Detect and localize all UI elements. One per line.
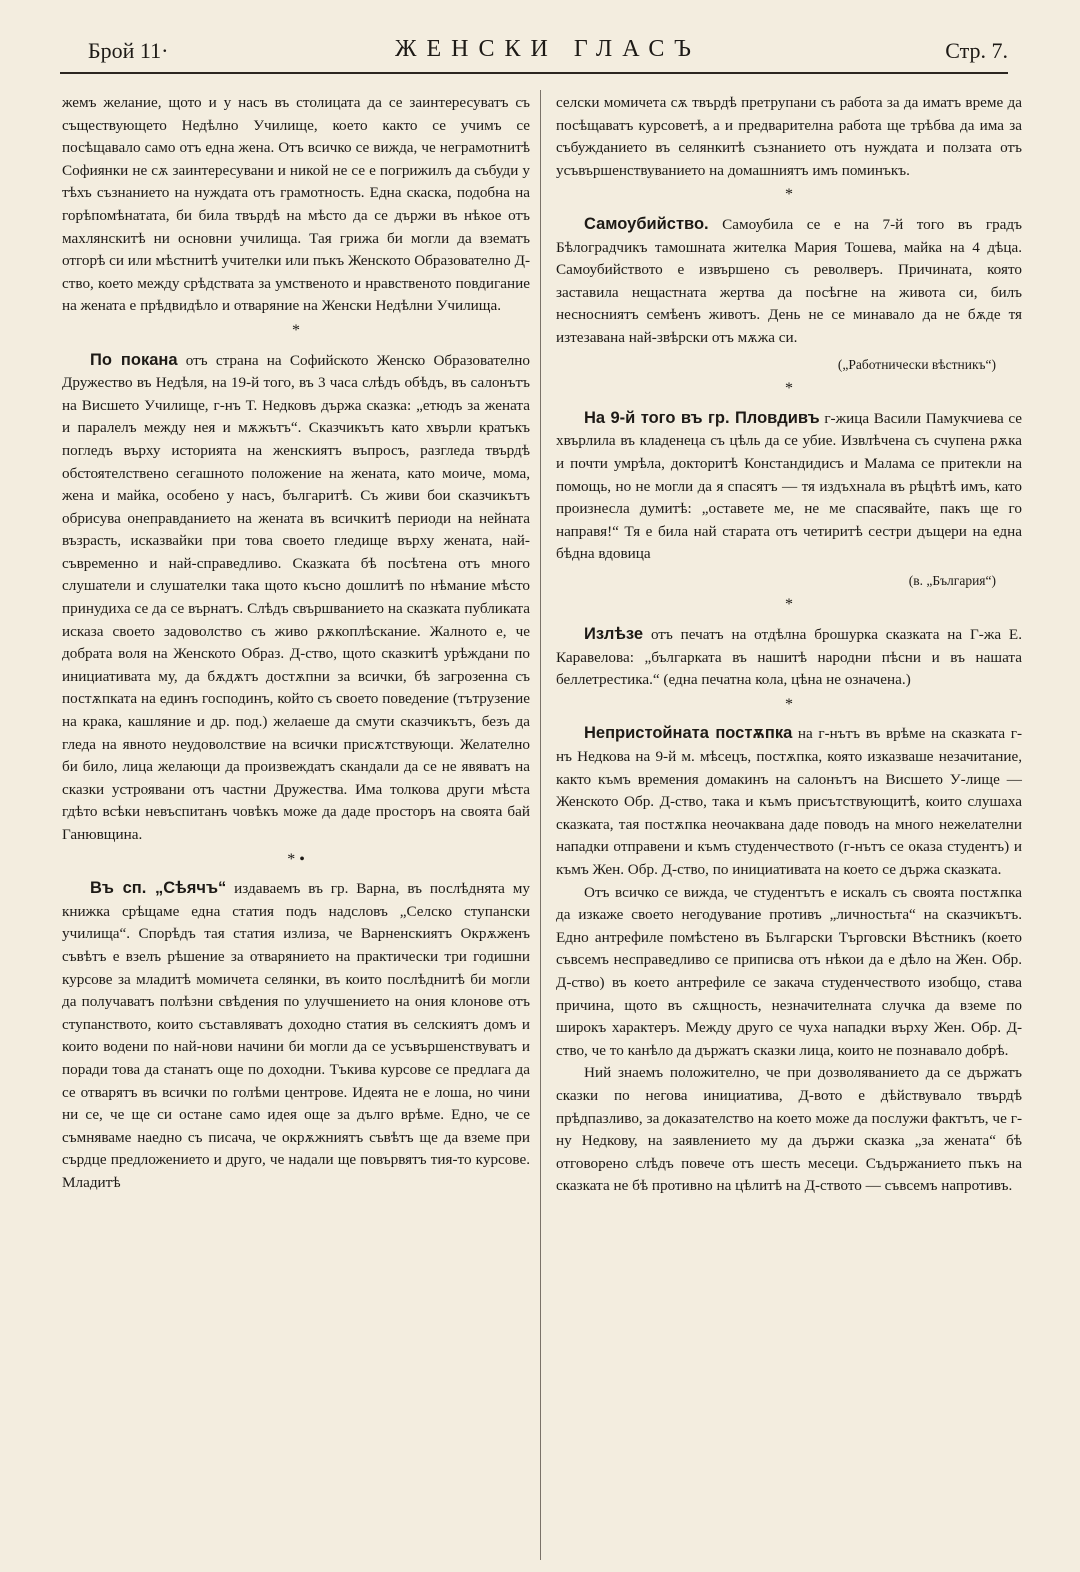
- article-continuation: жемъ желание, щото и у насъ въ столицата да се заинтересуватъ съ съществующето Недѣлно Училище, което както се учимъ се посѣщавало само отъ една жена. Отъ всичко се вижда, че неграмотнитѣ Софиянки не сѫ заинтересувани и никой не се е погрижилъ да събуди у тѣхъ съзнанието на нуждата отъ грамотность. Една скаска, подобна на горѣпомѣнатата, би била твърдѣ на мѣсто да се държи въ нѣкое отъ махлянскитѣ ни основни училища. Тая грижа би могли да взематъ отгорѣ си или мѣстнитѣ учителки или пъкъ Женското Образователно Д-ство, което между срѣдствата за умственото и нравственото повдигание на жената е прѣдвидѣло и отваряние на Женски Недѣлни Училища.: [62, 94, 530, 315]
- separator-star: *: [785, 596, 793, 614]
- separator-star: * •: [287, 850, 305, 868]
- article-body: г-жица Васили Памукчиева се хвърлила въ кладенеца съ цѣль да се убие. Извлѣчена съ счупена рѫка и почти умрѣла, докторитѣ Констандидисъ и Малама се притекли на помощь, но не могли да я спасятъ — тя издъхнала въ рѣцѣтѣ имъ, като произнесла думитѣ: „оставете ме, не ме спасявайте, пакъ ще го направя!“ Тя е била най старата отъ четиритѣ сестри дъщери на една бѣдна вдовица: [556, 409, 1023, 563]
- article-suicide: [556, 213, 1022, 350]
- article-body: издаваемъ въ гр. Варна, въ послѣднята му книжка срѣщаме една статия подъ надсловъ „Селско ступански училища“. Спорѣдъ тая статия излиза, че Варненскиятъ Окрѫженъ съвѣтъ е взелъ рѣшение за отварянието на практически три годишни курсове за младитѣ момичета селянки, въ които послѣднитѣ би могли да получаватъ полѣзни свѣдения по улучшението на ония клонове отъ ступанството, които съставляватъ доходно статия въ селскиятъ домъ и които водени по най-нови начини би могли да се усъвършенствуватъ и поради това да станатъ още по доходни. Тъкива курсове се предлага да се отварятъ въ всички по голѣми центрове. Идеята не е лоша, но чини ни се, че ще си остане само идея още за дълго врѣме. Едно, че се съмняваме наедно съ писача, че окрѫжниятъ съвѣтъ ще да вземе при сърдце предложението и друго, че надали ще повървятъ тия-то курсове. Младитѣ: [62, 880, 531, 1191]
- article-body: отъ страна на Софийското Женско Образователно Дружество въ Недѣля, на 19-й того, въ 3 часа слѣдъ обѣдъ, въ салонътъ на Висшето Училище, г-нъ Т. Недковъ държа сказка: „етюдъ за жената и паралелъ между нея и мѫжътъ“. Сказчикътъ като хвърли кратъкъ погледъ върху историята на женскиятъ въпросъ, разгледа твърдѣ обстоятелствено сегашното положение на жената, като моиче, мома, жена и майка, особено у насъ, българитѣ. Съ живи бои сказчикътъ обрисува онеправданието на жената въ всичкитѣ периоди на нейната възрасть, исказвайки при това своето гледище върху жената, най-съвременно и най-справедливо. Сказката бѣ посѣтена отъ много слушатели и слушателки така щото късно дошлитѣ по нѣмание мѣсто принудиха се да се върнатъ. Слѣдъ свършванието на сказката публиката исказа своето задоволство съ живо рѫкоплѣскание. Жалното е, че добрата воля на Женското Образ. Д-ство, щото сказкитѣ урѣждани по инициативата му, да бѫдѫтъ достѫпни за всички, бѣ загрозенна съ постѫпката на единъ господинъ, който съ своето поведение (тътрузение на крака, кашляние и др. под.) желаеше да смути сказчикътъ, безъ да гледа на явното неудоволствие на всички присѫтствующи. Желателно би било, лица желающи да произвеждатъ скандали да се не явяватъ на сказки устроявани отъ частни Дружества. Има толкова други мѣста гдѣто всѣки невъспитанъ човѣкъ може да даде просторъ на своята бай Ганювщина.: [62, 351, 530, 843]
- issue-number: Брой 11·: [88, 38, 169, 63]
- article-lecture: [62, 349, 530, 847]
- separator-star: *: [292, 321, 300, 339]
- left-column: [62, 92, 530, 1195]
- separator-star: *: [785, 186, 793, 204]
- masthead-title: ЖЕНСКИ ГЛАСЪ: [395, 36, 701, 62]
- separator-star: *: [785, 695, 793, 713]
- source-credit: (в. „България“): [908, 572, 996, 588]
- article-body: на г-нътъ въ врѣме на сказката г-нъ Недкова на 9-й м. мѣсецъ, постѫпка, която изказваше незачитание, както къмъ времения домакинъ на салонътъ на Висшето У-лище — Женското Обр. Д-ство, така и къмъ присътствующитѣ, които слушаха сказката, тая постѫпка неочаквана даде поводъ на много нежелателни нападки отправени и къмъ студенчеството (г-нътъ се оказа студентъ) и къмъ Жен. Обр. Д-ство, по инициативата на което се държа сказката.: [556, 725, 1023, 878]
- separator-star: *: [785, 380, 793, 398]
- right-column: [556, 92, 1022, 1198]
- article-brochure: [556, 623, 1022, 692]
- article-heading: Непристойната постѫпка: [584, 724, 793, 743]
- article-plovdiv: [556, 407, 1022, 566]
- article-heading: На 9-й того въ гр. Пловдивъ: [584, 408, 820, 427]
- page-number: Стр. 7.: [945, 38, 1008, 63]
- article-heading: Излѣзе: [584, 625, 644, 644]
- source-credit: („Работнически вѣстникъ“): [837, 356, 996, 372]
- page-header: [88, 34, 1008, 70]
- column-divider: [540, 90, 541, 1560]
- article-body: Самоубила се е на 7-й того въ градъ Бѣлоградчикъ тамошната жителка Мария Тошева, майка на 4 дѣца. Самоубийството е извършено съ револверъ. Причината, която заставила нещастната жертва да посѣгне на живота си, билъ несносниятъ семѣенъ животъ. День не се минавало да не бѫде тя изтезавана най-звѣрски отъ мѫжа си.: [556, 215, 1023, 346]
- header-rule: [60, 72, 1008, 74]
- article-paragraph: Ний знаемъ положително, че при дозволяванието да се държатъ сказки по негова инициатива, Д-вото е дѣйствувало твърдѣ прѣдпазливо, за доказателство на което може да послужи фактътъ, че г-ну Недкову, на заявлението му да държи сказка „за жената“ бѣ отговорено слѣдъ повече отъ шесть месеци. Съдържанието пъкъ на сказката не бѣ противно на цѣлитѣ на Д-ството — съвсемъ напротивъ.: [556, 1064, 1022, 1195]
- article-body: отъ печатъ на отдѣлна брошурка сказката на Г-жа Е. Каравелова: „българката въ нашитѣ народни пѣсни и въ нашата беллетрестика.“ (една печатна кола, цѣна не означена.): [556, 626, 1022, 689]
- article-heading: Въ сп. „Сѣячъ“: [90, 879, 227, 898]
- article-incident: [556, 722, 1022, 881]
- article-heading: По покана: [90, 350, 178, 369]
- article-paragraph: Отъ всичко се вижда, че студентътъ е искалъ съ своята постѫпка да изкаже своето негодувание противъ „личностьта“ на сказчикътъ. Едно антрефиле помѣстено въ Български Търговски Вѣстникъ (което съвсемъ несправедливо се приписва отъ нѣкои да е дѣло на Жен. Обр. Д-ство) въ което антрефиле се закача студенчеството изобщо, става причина, щото въ сѫщность, незначителната случка да вземе по широкъ характеръ. Между друго се чуха нападки върху Жен. Обр. Д-ство, че то канѣло да държатъ сказки лица, които не познавало добрѣ.: [556, 883, 1022, 1059]
- article-heading: Самоубийство.: [584, 214, 709, 233]
- article-continuation: селски момичета сѫ твърдѣ претрупани съ работа за да иматъ време да посѣщаватъ курсоветѣ, а и предварителна работа ще трѣбва да има за събужданието въ селянкитѣ съзнанието отъ нуждата и ползата отъ усъвършенствуванието на домашниятъ имъ поминъкъ.: [556, 94, 1022, 179]
- article-seyach: [62, 877, 530, 1194]
